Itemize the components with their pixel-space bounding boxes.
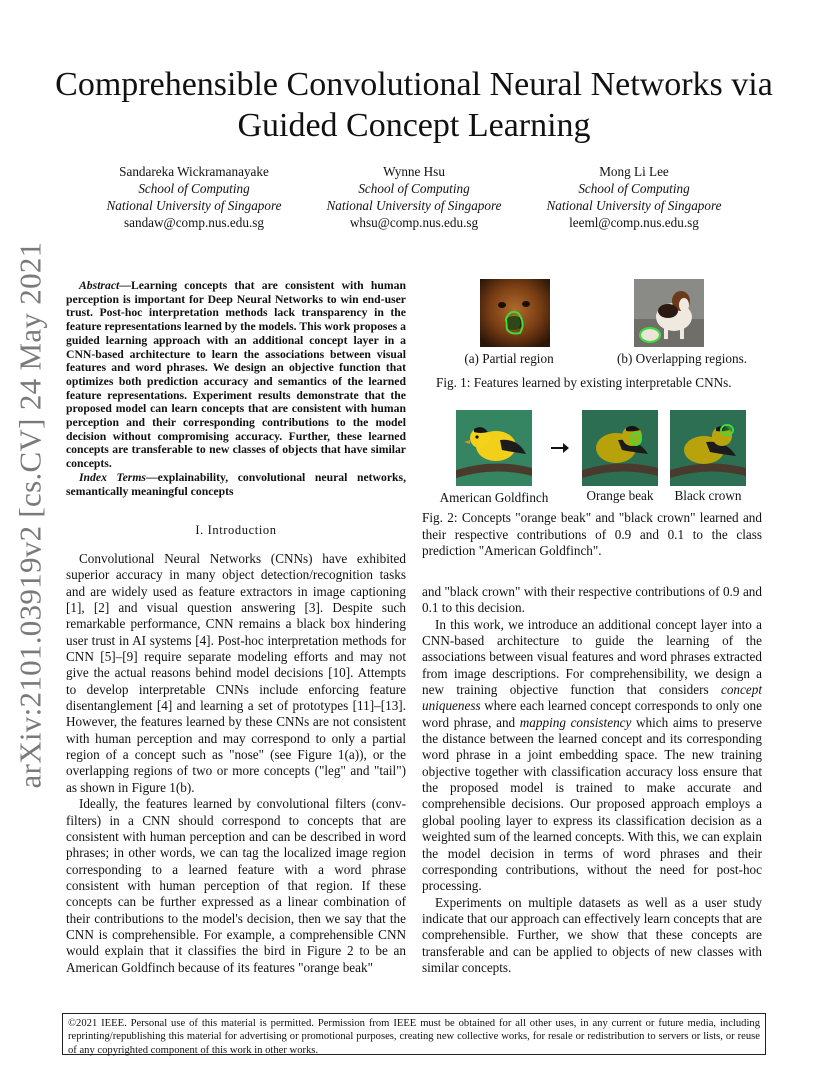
right-column [422,584,762,976]
figure1-image-b [634,279,704,347]
index-terms-label: Index Terms [79,470,146,484]
arrow-icon [551,441,569,459]
arxiv-stamp-text: arXiv:2101.03919v2 [cs.CV] 24 May 2021 [12,241,48,789]
author-name: Wynne Hsu [383,164,445,179]
dog-face-photo [480,279,550,347]
author-email: whsu@comp.nus.edu.sg [349,215,479,230]
figure1-sublabel-a: (a) Partial region [464,351,554,366]
figure2-caption: Fig. 2: Concepts "orange beak" and "black crown" learned and their respective contributions of 0.9 and 0.1 to the class prediction "American Goldfinch". [422,510,762,558]
author-block-3 [514,163,754,231]
intro-paragraph-4 [422,617,762,895]
paper-title: Comprehensible Convolutional Neural Networks via Guided Concept Learning [55,66,773,144]
figure2-label-input: American Goldfinch [439,490,549,505]
figure1-image-a [480,279,550,347]
abstract-label: Abstract [79,279,120,292]
figure2-label-concept-2: Black crown [674,488,742,503]
author-block-2 [294,163,534,231]
intro-paragraph-1: Convolutional Neural Networks (CNNs) have exhibited superior accuracy in many object detection/recognition tasks and are widely used as feature extractors in image captioning [1], [2] and visual question answering [3]. Despite such remarkable performance, CNN remains a black box hindering user trust in AI systems [4]. Post-hoc interpretation methods for CNN [5]–[9] require separate modeling efforts and may not give the actual reasons behind model decisions [10]. Attempts to develop interpretable CNNs include enforcing feature disentanglement [4] and learning a set of prototypes [11]–[13]. However, the features learned by these CNNs are not consistent with human perception and may correspond to only a partial region of a concept such as "nose" (see Figure 1(a)), or the overlapping regions of two or more concepts ("leg" and "tail") as shown in Figure 1(b). [66,551,406,795]
author-name: Mong Li Lee [599,164,669,179]
author-email: sandaw@comp.nus.edu.sg [124,215,264,230]
intro-paragraph-3: and "black crown" with their respective contributions of 0.9 and 0.1 to this decision. [422,584,762,616]
author-dept: School of Computing [138,181,250,196]
section-heading: I. Introduction [195,523,277,537]
figure2-label-concept-1: Orange beak [586,488,654,503]
author-email: leeml@comp.nus.edu.sg [569,215,699,230]
left-column [66,551,406,976]
author-univ: National University of Singapore [326,198,502,213]
author-block-1 [74,163,314,231]
figure1-caption: Fig. 1: Features learned by existing interpretable CNNs. [436,375,732,390]
author-univ: National University of Singapore [106,198,282,213]
index-terms-text: —explainability, convolutional neural networks, semantically meaningful concepts [66,470,406,498]
figure2-concept-image-2 [670,410,746,486]
goldfinch-crown-highlight [670,410,746,486]
author-dept: School of Computing [578,181,690,196]
intro-paragraph-5: Experiments on multiple datasets as well as a user study indicate that our approach can effectively learn concepts that are comprehensible. Further, we show that these concepts are transferable and can be applied to objects of new classes with similar concepts. [422,894,762,975]
author-name: Sandareka Wickramanayake [119,164,269,179]
copyright-notice: ©2021 IEEE. Personal use of this material is permitted. Permission from IEEE must be obtained for all other uses, in any current or future media, including reprinting/republishing this material for advertising or promotional purposes, creating new collective works, for resale or redistribution to servers or lists, or reuse of any copyrighted component of this work in other works. [62,1013,766,1055]
goldfinch-beak-highlight [582,410,658,486]
goldfinch-photo [456,410,532,486]
para4-part-b: where each learned concept corresponds to only one word phrase, and [422,698,762,730]
author-univ: National University of Singapore [546,198,722,213]
figure1-sublabel-b: (b) Overlapping regions. [616,351,747,366]
arxiv-side-stamp [8,241,52,789]
term-mapping-consistency: mapping consistency [519,714,632,730]
figure2-input-image [456,410,532,486]
term-concept-uniqueness: concept uniqueness [422,682,762,714]
figure2-concept-image-1 [582,410,658,486]
para4-part-c: which aims to preserve the distance between the learned concept and its corresponding word phrase in a joint embedding space. The new training objective together with classification accuracy loss ensure that the proposed model is trained to make accurate and comprehensible decisions. Our proposed approach employs a global pooling layer to express its classification decision as a weighted sum of the learned concepts. With this, we can explain the model decision in terms of word phrases and their corresponding contributions, without the need for post-hoc processing. [422,714,762,894]
abstract-text: —Learning concepts that are consistent with human perception is important for Deep Neural Networks to win end-user trust. Post-hoc interpretation methods lack transparency in the feature representations learned by the models. This work proposes a guided learning approach with an additional concept layer in a CNN-based architecture to learn the associations between visual features and word phrases. We design an objective function that optimizes both prediction accuracy and semantics of the learned feature representations. Experiment results demonstrate that the proposed model can learn concepts that are consistent with human perception and their corresponding contributions to the model decision without compromising accuracy. Further, these learned concepts are transferable to new classes of objects that have similar concepts. [66,279,406,471]
para4-part-a: In this work, we introduce an additional concept layer into a CNN-based architecture to guide the learning of the associations between visual features and word phrases extracted from image descriptions. For comprehensibility, we design a new training objective function that considers [422,616,762,698]
author-dept: School of Computing [358,181,470,196]
beagle-photo [634,279,704,347]
intro-paragraph-2: Ideally, the features learned by convolutional filters (conv-filters) in a CNN should correspond to concepts that are consistent with human perception and can be described in word phrases; in other words, we can tag the localized image region corresponding to a learned feature with a word phrase consistent with human perception of that region. If these concepts can be further expressed as a linear combination of their contributions to the model's decision, then we say that the CNN is comprehensible. For example, a comprehensible CNN would explain that it classifies the bird in Figure 2 to be an American Goldfinch because of its features "orange beak" [66,796,406,975]
abstract [66,279,406,498]
